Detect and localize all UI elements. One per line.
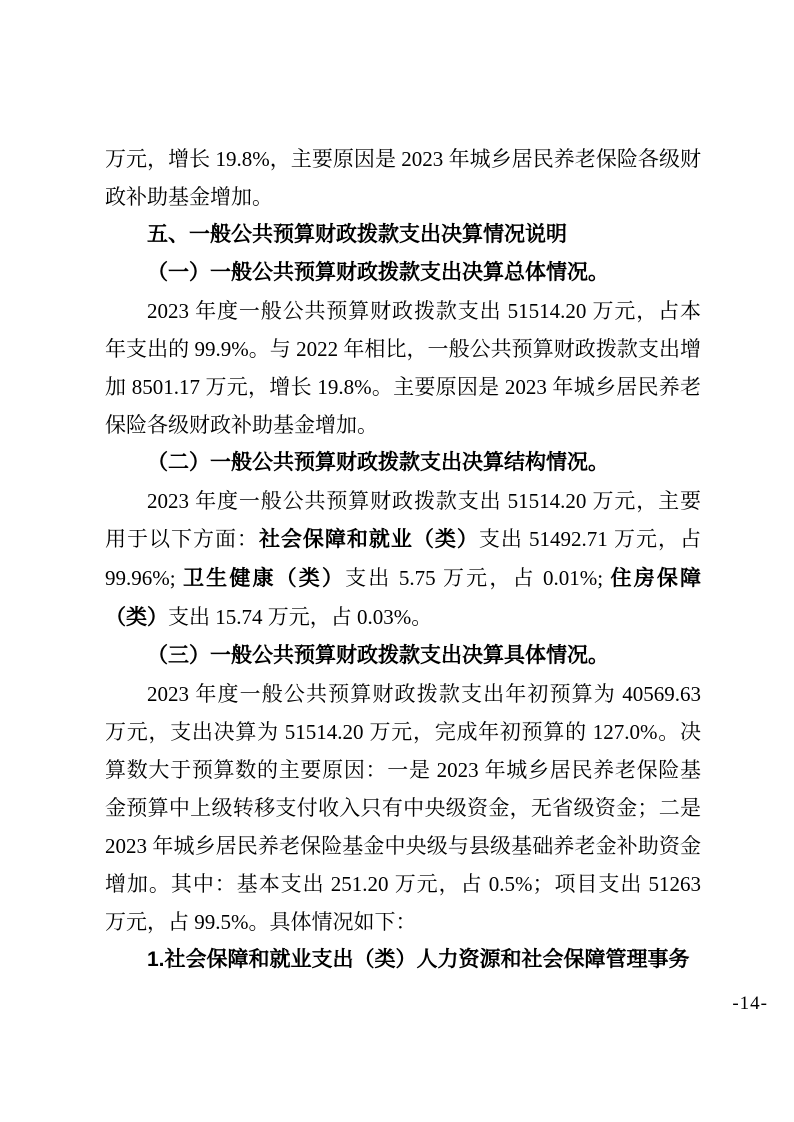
bold-term-health: 卫生健康（类） (183, 567, 346, 590)
subsection-5-3-heading: （三）一般公共预算财政拨款支出决算具体情况。 (147, 644, 609, 667)
text-segment: 2023 年度一般公共预算财政拨款支出 51514.20 万元，主要用于以下方面： (105, 489, 701, 551)
subsection-5-3-paragraph: 2023 年度一般公共预算财政拨款支出年初预算为 40569.63 万元，支出决算为 51514.20 万元，完成年初预算的 127.0%。决算数大于预算数的主要原因：一是 2023 年城乡居民养老保险基金预算中上级转移支付收入只有中央级资金，无省级资金；二是 2023 年城乡居民养老保险基金中央级与县级基础养老金补助资金增加。其中：基本支出 251.20 万元，占 0.5%；项目支出 51263 万元，占 99.5%。具体情况如下： (105, 682, 701, 934)
text-segment: 支出 5.75 万元，占 0.01%; (345, 566, 611, 590)
subsection-5-2-heading: （二）一般公共预算财政拨款支出决算结构情况。 (147, 451, 609, 474)
section-5-heading: 五、一般公共预算财政拨款支出决算情况说明 (147, 223, 567, 246)
subsection-5-2-paragraph (105, 482, 701, 637)
bold-term-housing-security: 住房保障（类） (105, 567, 702, 629)
subsection-5-1-paragraph: 2023 年度一般公共预算财政拨款支出 51514.20 万元，占本年支出的 99.9%。与 2022 年相比，一般公共预算财政拨款支出增加 8501.17 万元，增长 19.8%。主要原因是 2023 年城乡居民养老保险各级财政补助基金增加。 (105, 299, 701, 437)
text-segment: 支出 51492.71 万元，占 99.96%; (105, 527, 702, 590)
paragraph-previous-page-tail: 万元，增长 19.8%，主要原因是 2023 年城乡居民养老保险各级财政补助基金增加。 (105, 147, 701, 209)
text-segment: 支出 15.74 万元，占 0.03%。 (168, 605, 433, 629)
bold-term-social-security-employment: 社会保障和就业（类） (258, 528, 479, 551)
subsection-5-1-heading: （一）一般公共预算财政拨款支出决算总体情况。 (147, 261, 609, 284)
item-1-heading: 1.社会保障和就业支出（类）人力资源和社会保障管理事务 (147, 948, 690, 971)
page-number: -14- (732, 993, 768, 1014)
document-content (105, 140, 701, 979)
